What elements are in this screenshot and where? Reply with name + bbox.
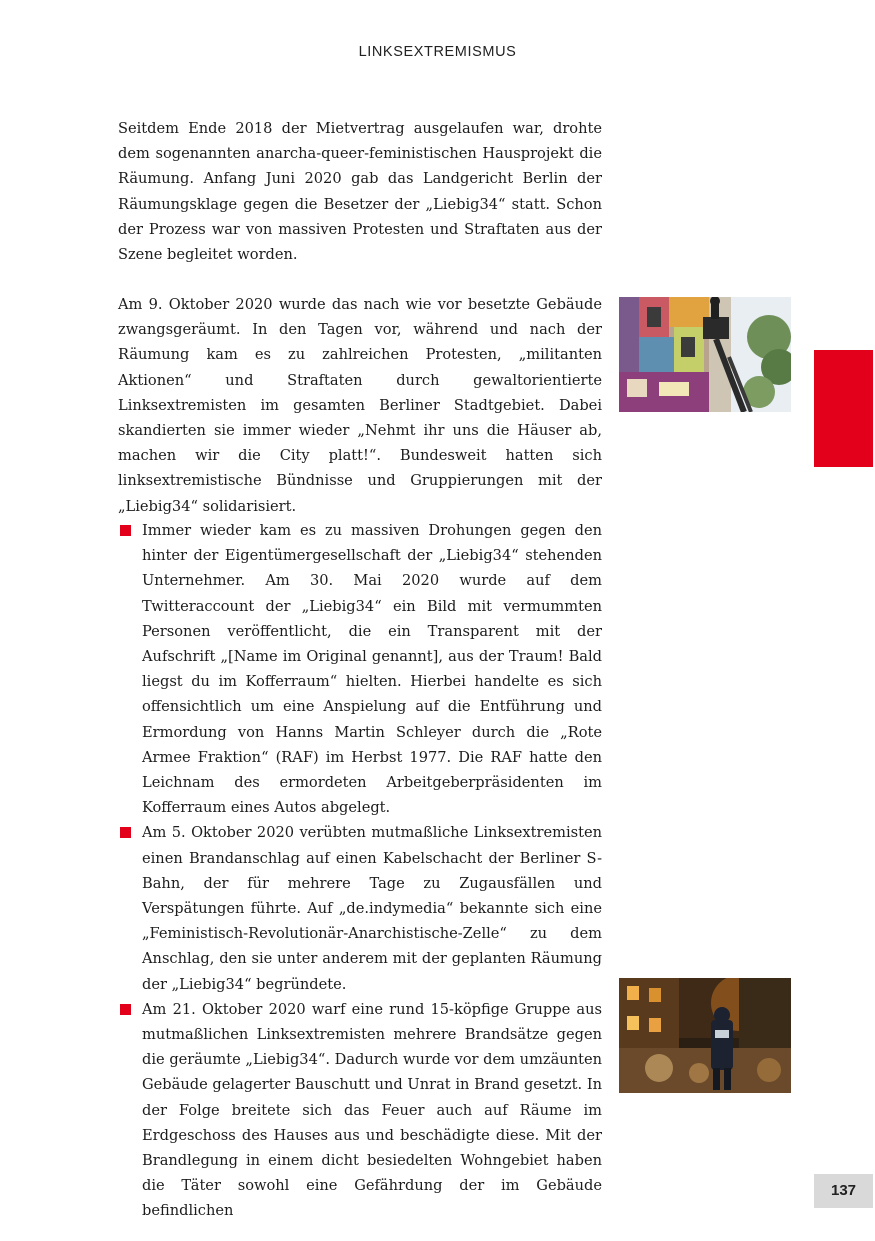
bullet-text-2: Am 5. Oktober 2020 verübten mutmaßliche Linksextremisten einen Brandanschlag auf einen Kabelschacht der Berliner S-Bahn, der für mehrere Tage zu Zugausfällen und Verspätungen führte. Auf „de.indymedia“ bekannte sich eine „Feministisch-Revolutionär-Anarchistische-Zelle“ zu dem Anschlag, den sie unter anderem mit der geplanten Räumung der „Liebig34“ begründete. <box>142 824 602 993</box>
red-square-bullet-icon <box>120 1004 131 1015</box>
red-square-bullet-icon <box>120 827 131 838</box>
paragraph-1: Seitdem Ende 2018 der Mietvertrag ausgelaufen war, drohte dem sogenannten anarcha-queer-feministischen Hausprojekt die Räumung. Anfang Juni 2020 gab das Landgericht Berlin der Räumungsklage gegen die Besetzer der „Liebig34“ statt. Schon der Prozess war von massiven Protesten und Straftaten aus der Szene begleitet worden. <box>118 120 602 264</box>
bullet-list <box>118 518 602 1224</box>
paragraph-1-wrapper <box>118 116 602 267</box>
red-square-bullet-icon <box>120 525 131 536</box>
arson-night-photo-image <box>619 978 791 1093</box>
arson-night-photo <box>619 978 791 1093</box>
eviction-photo <box>619 297 791 412</box>
list-item <box>118 518 602 820</box>
running-header: LINKSEXTREMISMUS <box>358 44 517 60</box>
paragraph-2: Am 9. Oktober 2020 wurde das nach wie vor besetzte Gebäude zwangsgeräumt. In den Tagen vor, während und nach der Räumung kam es zu zahlreichen Protesten, „militanten Aktionen“ und Straftaten durch gewaltorientierte Linksextremisten im gesamten Berliner Stadtgebiet. Dabei skandierten sie immer wieder „Nehmt ihr uns die Häuser ab, machen wir die City platt!“. Bundesweit hatten sich linksextremistische Bündnisse und Gruppierungen mit der „Liebig34“ solidarisiert. <box>118 296 602 515</box>
chapter-marker-tab <box>814 350 873 467</box>
list-item <box>118 820 602 996</box>
bullet-text-3: Am 21. Oktober 2020 warf eine rund 15-köpfige Gruppe aus mutmaßlichen Linksextremisten mehrere Brandsätze gegen die geräumte „Liebig34“. Dadurch wurde vor dem umzäunten Gebäude gelagerter Bauschutt und Unrat in Brand gesetzt. In der Folge breitete sich das Feuer auch auf Räume im Erdgeschoss des Hauses aus und beschädigte diese. Mit der Brandlegung in einem dicht besiedelten Wohngebiet haben die Täter sowohl eine Gefährdung der im Gebäude befindlichen <box>142 1000 602 1220</box>
paragraph-2-wrapper <box>118 292 602 519</box>
bullet-text-1: Immer wieder kam es zu massiven Drohungen gegen den hinter der Eigentümergesellschaft der „Liebig34“ stehenden Unternehmer. Am 30. Mai 2020 wurde auf dem Twitteraccount der „Liebig34“ ein Bild mit vermummten Personen veröffentlicht, die ein Transparent mit der Aufschrift „[Name im Original genannt], aus der Traum! Bald liegst du im Kofferraum“ hielten. Hierbei handelte es sich offensichtlich um eine Anspielung auf die Entführung und Ermordung von Hanns Martin Schleyer durch die „Rote Armee Fraktion“ (RAF) im Herbst 1977. Die RAF hatte den Leichnam des ermordeten Arbeitgeberpräsidenten im Kofferraum eines Autos abgelegt. <box>142 522 602 817</box>
page-number: 137 <box>814 1174 873 1208</box>
list-item <box>118 997 602 1224</box>
eviction-photo-image <box>619 297 791 412</box>
